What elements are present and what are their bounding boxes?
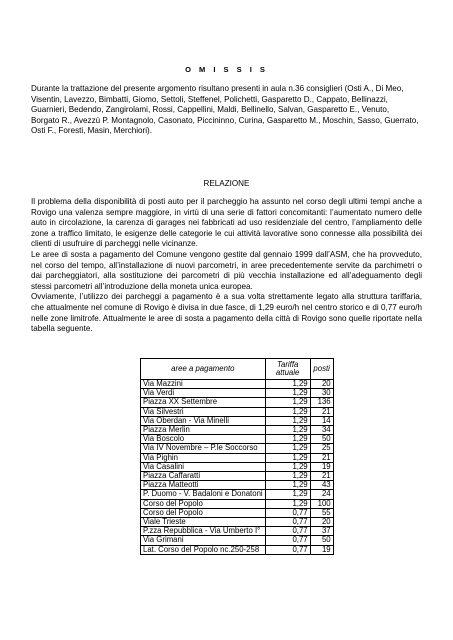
area-cell: P. Duomo - V. Badaloni e Donatoni — [141, 490, 266, 499]
posti-cell: 43 — [310, 481, 333, 490]
tariffa-cell: 1,29 — [265, 426, 310, 435]
tariffa-cell: 1,29 — [265, 407, 310, 416]
posti-cell: 55 — [310, 508, 333, 517]
tariffa-cell: 1,29 — [265, 481, 310, 490]
posti-cell: 25 — [310, 444, 333, 453]
header-aree: aree a pagamento — [141, 359, 266, 380]
area-cell: Via Mazzini — [141, 380, 266, 389]
table-row — [141, 499, 334, 508]
posti-cell: 19 — [310, 462, 333, 471]
relazione-paragraph: Il problema della disponibilità di posti auto per il parcheggio ha assunto nel corso degli ultimi tempi anche a Rovigo una valenza sempre maggiore, in virtù di una serie di fattori concomitanti: l’aumentato numero delle auto in circolazione, la carenza di garages nei fabbricati ad uso residenziale del centro, l’ampliamento delle zone a traffico limitato, le esigenze delle categorie le cui attività lavorative sono connesse alla possibilità dei clienti di usufruire di parcheggi nelle vicinanze. — [31, 197, 422, 249]
posti-cell: 37 — [310, 527, 333, 536]
tariffa-cell: 1,29 — [265, 453, 310, 462]
area-cell: Via Pighin — [141, 453, 266, 462]
tariffa-cell: 0,77 — [265, 536, 310, 545]
posti-cell: 21 — [310, 453, 333, 462]
area-cell: Via Silvestri — [141, 407, 266, 416]
area-cell: Corso del Popolo — [141, 499, 266, 508]
posti-cell: 20 — [310, 518, 333, 527]
posti-cell: 34 — [310, 426, 333, 435]
tariffa-cell: 1,29 — [265, 472, 310, 481]
posti-cell: 19 — [310, 545, 333, 554]
posti-cell: 50 — [310, 536, 333, 545]
relazione-body — [31, 197, 422, 335]
header-tariffa: Tariffa attuale — [265, 359, 310, 380]
tariffa-cell: 1,29 — [265, 435, 310, 444]
posti-cell: 30 — [310, 389, 333, 398]
area-cell: Via Casalini — [141, 462, 266, 471]
table-row — [141, 545, 334, 554]
tariffa-cell: 1,29 — [265, 444, 310, 453]
parking-areas-table — [140, 358, 334, 555]
relazione-paragraph: Le aree di sosta a pagamento del Comune vengono gestite dal gennaio 1999 dall’ASM, che ha provveduto, nel corso del tempo, all’installazione di nuovi parcometri, in aree precedentemente servite da parchimetri o dai parcheggiatori, alla sostituzione dei parcometri di più vecchia installazione ed all’adeguamento degli stessi parcometri all’introduzione della moneta unica europea. — [31, 249, 422, 291]
tariffa-cell: 1,29 — [265, 380, 310, 389]
table-header-row — [141, 359, 334, 380]
area-cell: Via Verdi — [141, 389, 266, 398]
tariffa-cell: 1,29 — [265, 499, 310, 508]
posti-cell: 14 — [310, 416, 333, 425]
area-cell: Corso del Popolo — [141, 508, 266, 517]
table-row — [141, 453, 334, 462]
table-row — [141, 490, 334, 499]
intro-paragraph: Durante la trattazione del presente argomento risultano presenti in aula n.36 consiglieri (Osti A., Di Meo, Visentin, Lavezzo, Bimbatti, Giomo, Settoli, Steffenel, Polichetti, Gasparetto D., Cappato, Bellinazzi, Guarnieri, Bedendo, Zangirolami, Rossi, Cappellini, Maldi, Bellinello, Salvan, Gasparetto E., Venuto, Borgato R., Avezzù P. Montagnolo, Casonato, Piccininno, Curina, Gasparetto M., Moschin, Sasso, Guerrato, Osti F., Foresti, Masin, Merchiori). — [31, 84, 419, 135]
posti-cell: 21 — [310, 472, 333, 481]
header-posti: posti — [310, 359, 333, 380]
tariffa-cell: 1,29 — [265, 389, 310, 398]
area-cell: Via Grimani — [141, 536, 266, 545]
area-cell: Via Oberdan - Via Minelli — [141, 416, 266, 425]
area-cell: Piazza Merlin — [141, 426, 266, 435]
table-row — [141, 444, 334, 453]
area-cell: Piazza Matteotti — [141, 481, 266, 490]
table-row — [141, 407, 334, 416]
posti-cell: 21 — [310, 407, 333, 416]
posti-cell: 20 — [310, 380, 333, 389]
tariffa-cell: 1,29 — [265, 416, 310, 425]
posti-cell: 24 — [310, 490, 333, 499]
area-cell: Viale Trieste — [141, 518, 266, 527]
table-row — [141, 398, 334, 407]
omissis-heading: O M I S S I S — [185, 65, 268, 74]
area-cell: P.zza Repubblica - Via Umberto I° — [141, 527, 266, 536]
table-row — [141, 536, 334, 545]
area-cell: Via Boscolo — [141, 435, 266, 444]
tariffa-cell: 1,29 — [265, 398, 310, 407]
posti-cell: 136 — [310, 398, 333, 407]
posti-cell: 100 — [310, 499, 333, 508]
relazione-title: RELAZIONE — [203, 179, 250, 188]
tariffa-cell: 0,77 — [265, 545, 310, 554]
area-cell: Piazza Caffaratti — [141, 472, 266, 481]
area-cell: Piazza XX Settembre — [141, 398, 266, 407]
tariffa-cell: 0,77 — [265, 508, 310, 517]
area-cell: Lat. Corso del Popolo nc.250-258 — [141, 545, 266, 554]
relazione-paragraph: Ovviamente, l’utilizzo dei parcheggi a pagamento è a sua volta strettamente legato alla struttura tariffaria, che attualmente nel comune di Rovigo è divisa in due fasce, di 1,29 euro/h nel centro storico e di 0,77 euro/h nelle zone limitrofe. Attualmente le aree di sosta a pagamento della città di Rovigo sono quelle riportate nella tabella seguente. — [31, 292, 422, 334]
area-cell: Via IV Novembre – P.le Soccorso — [141, 444, 266, 453]
tariffa-cell: 1,29 — [265, 490, 310, 499]
tariffa-cell: 0,77 — [265, 518, 310, 527]
tariffa-cell: 0,77 — [265, 527, 310, 536]
posti-cell: 50 — [310, 435, 333, 444]
tariffa-cell: 1,29 — [265, 462, 310, 471]
table-body — [141, 380, 334, 555]
